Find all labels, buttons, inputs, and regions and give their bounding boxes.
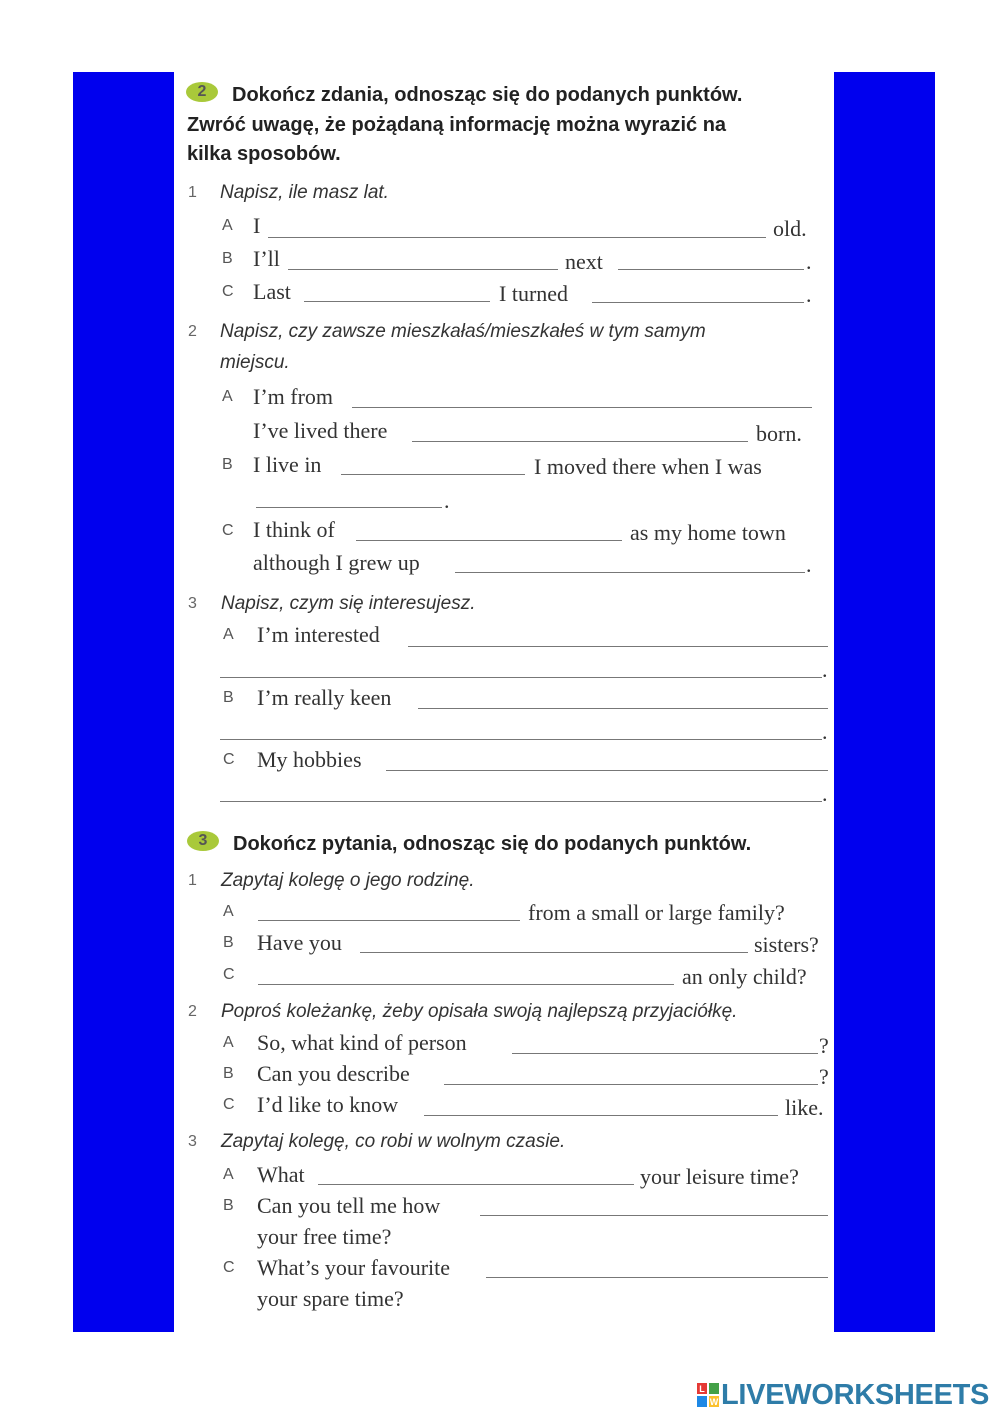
sentence-text: I moved there when I was: [534, 454, 762, 479]
item-prompt: Zapytaj kolegę, co robi w wolnym czasie.: [221, 1131, 566, 1152]
option-letter: C: [223, 751, 235, 768]
sentence-text: I’m really keen: [257, 685, 392, 710]
answer-blank[interactable]: [486, 1277, 828, 1278]
item-prompt: Zapytaj kolegę o jego rodzinę.: [221, 870, 475, 891]
sentence-text: What’s your favourite: [257, 1255, 451, 1280]
answer-blank[interactable]: [412, 441, 748, 442]
sentence-text: .: [822, 781, 828, 806]
sentence-text: from a small or large family?: [528, 900, 785, 925]
item-number: 1: [188, 184, 197, 201]
item-number: 2: [188, 1003, 197, 1020]
left-blue-margin: [73, 72, 174, 1332]
option-letter: B: [222, 456, 233, 473]
answer-blank[interactable]: [386, 770, 828, 771]
sentence-text: .: [806, 552, 812, 577]
sentence-text: I think of: [253, 517, 335, 542]
sentence-text: I’m from: [253, 384, 334, 409]
sentence-text: ?: [819, 1064, 829, 1089]
exercise-3-heading: Dokończ pytania, odnosząc się do podanych punktów.: [233, 833, 752, 855]
item-prompt: Poproś koleżankę, żeby opisała swoją najlepszą przyjaciółkę.: [221, 1001, 738, 1022]
answer-blank[interactable]: [318, 1184, 634, 1185]
answer-blank[interactable]: [220, 739, 822, 740]
item-number: 1: [188, 872, 197, 889]
option-letter: A: [222, 388, 233, 405]
item-prompt: miejscu.: [220, 352, 290, 373]
liveworksheets-brand: LIVEWORKSHEETS: [721, 1379, 990, 1411]
option-letter: A: [223, 903, 234, 920]
option-letter: C: [223, 966, 235, 983]
sentence-text: old.: [773, 216, 807, 241]
exercise-3-badge: 3: [187, 831, 219, 851]
sentence-text: ?: [819, 1033, 829, 1058]
exercise-2-heading-line-2: Zwróć uwagę, że pożądaną informację można wyrazić na: [187, 114, 727, 136]
item-number: 2: [188, 323, 197, 340]
sentence-text: your spare time?: [257, 1286, 404, 1311]
item-number: 3: [188, 595, 197, 612]
sentence-text: So, what kind of person: [257, 1030, 467, 1055]
sentence-text: My hobbies: [257, 747, 362, 772]
sentence-text: I turned: [499, 281, 569, 306]
sentence-text: I’m interested: [257, 622, 380, 647]
sentence-text: What: [257, 1162, 305, 1187]
answer-blank[interactable]: [288, 269, 558, 270]
option-letter: A: [223, 1034, 234, 1051]
option-letter: C: [223, 1259, 235, 1276]
liveworksheets-mark-icon: [697, 1383, 719, 1407]
sentence-text: born.: [756, 421, 802, 446]
sentence-text: I’ve lived there: [253, 418, 388, 443]
right-blue-margin: [834, 72, 935, 1332]
sentence-text: I live in: [253, 452, 322, 477]
option-letter: C: [222, 283, 234, 300]
sentence-text: next: [565, 249, 603, 274]
option-letter: A: [222, 217, 233, 234]
sentence-text: like.: [785, 1095, 824, 1120]
sentence-text: Have you: [257, 930, 342, 955]
answer-blank[interactable]: [592, 302, 804, 303]
answer-blank[interactable]: [304, 301, 490, 302]
answer-blank[interactable]: [356, 540, 622, 541]
answer-blank[interactable]: [220, 677, 822, 678]
exercise-2-heading-line-3: kilka sposobów.: [187, 143, 341, 165]
answer-blank[interactable]: [352, 407, 812, 408]
item-prompt: Napisz, ile masz lat.: [220, 182, 389, 203]
answer-blank[interactable]: [455, 572, 805, 573]
sentence-text: .: [822, 657, 828, 682]
exercise-2-badge: 2: [186, 82, 218, 102]
sentence-text: Last: [253, 279, 291, 304]
option-letter: B: [223, 1065, 234, 1082]
answer-blank[interactable]: [341, 474, 525, 475]
svg-text:L: L: [699, 1384, 705, 1394]
sentence-text: .: [444, 488, 450, 513]
option-letter: B: [222, 250, 233, 267]
item-prompt: Napisz, czy zawsze mieszkałaś/mieszkałeś w tym samym: [220, 321, 706, 342]
sentence-text: your free time?: [257, 1224, 392, 1249]
option-letter: B: [223, 1197, 234, 1214]
answer-blank[interactable]: [258, 920, 520, 921]
answer-blank[interactable]: [220, 801, 822, 802]
sentence-text: Can you describe: [257, 1061, 410, 1086]
exercise-2-heading-line-1: Dokończ zdania, odnosząc się do podanych punktów.: [232, 84, 743, 106]
answer-blank[interactable]: [408, 646, 828, 647]
answer-blank[interactable]: [512, 1053, 818, 1054]
option-letter: C: [222, 522, 234, 539]
svg-text:W: W: [709, 1397, 719, 1407]
answer-blank[interactable]: [444, 1084, 818, 1085]
sentence-text: .: [806, 282, 812, 307]
option-letter: C: [223, 1096, 235, 1113]
answer-blank[interactable]: [256, 507, 442, 508]
sentence-text: .: [806, 249, 812, 274]
sentence-text: as my home town: [630, 520, 786, 545]
answer-blank[interactable]: [268, 237, 766, 238]
sentence-text: I’ll: [253, 246, 280, 271]
sentence-text: I: [253, 213, 261, 238]
sentence-text: Can you tell me how: [257, 1193, 441, 1218]
answer-blank[interactable]: [360, 952, 748, 953]
sentence-text: .: [822, 719, 828, 744]
answer-blank[interactable]: [480, 1215, 828, 1216]
sentence-text: your leisure time?: [640, 1164, 799, 1189]
answer-blank[interactable]: [258, 984, 674, 985]
answer-blank[interactable]: [424, 1115, 778, 1116]
option-letter: A: [223, 626, 234, 643]
item-number: 3: [188, 1133, 197, 1150]
sentence-text: although I grew up: [253, 550, 420, 575]
answer-blank[interactable]: [418, 708, 828, 709]
sentence-text: I’d like to know: [257, 1092, 399, 1117]
sentence-text: sisters?: [754, 932, 819, 957]
item-prompt: Napisz, czym się interesujesz.: [221, 593, 476, 614]
option-letter: A: [223, 1166, 234, 1183]
option-letter: B: [223, 934, 234, 951]
sentence-text: an only child?: [682, 964, 807, 989]
answer-blank[interactable]: [618, 269, 804, 270]
option-letter: B: [223, 689, 234, 706]
